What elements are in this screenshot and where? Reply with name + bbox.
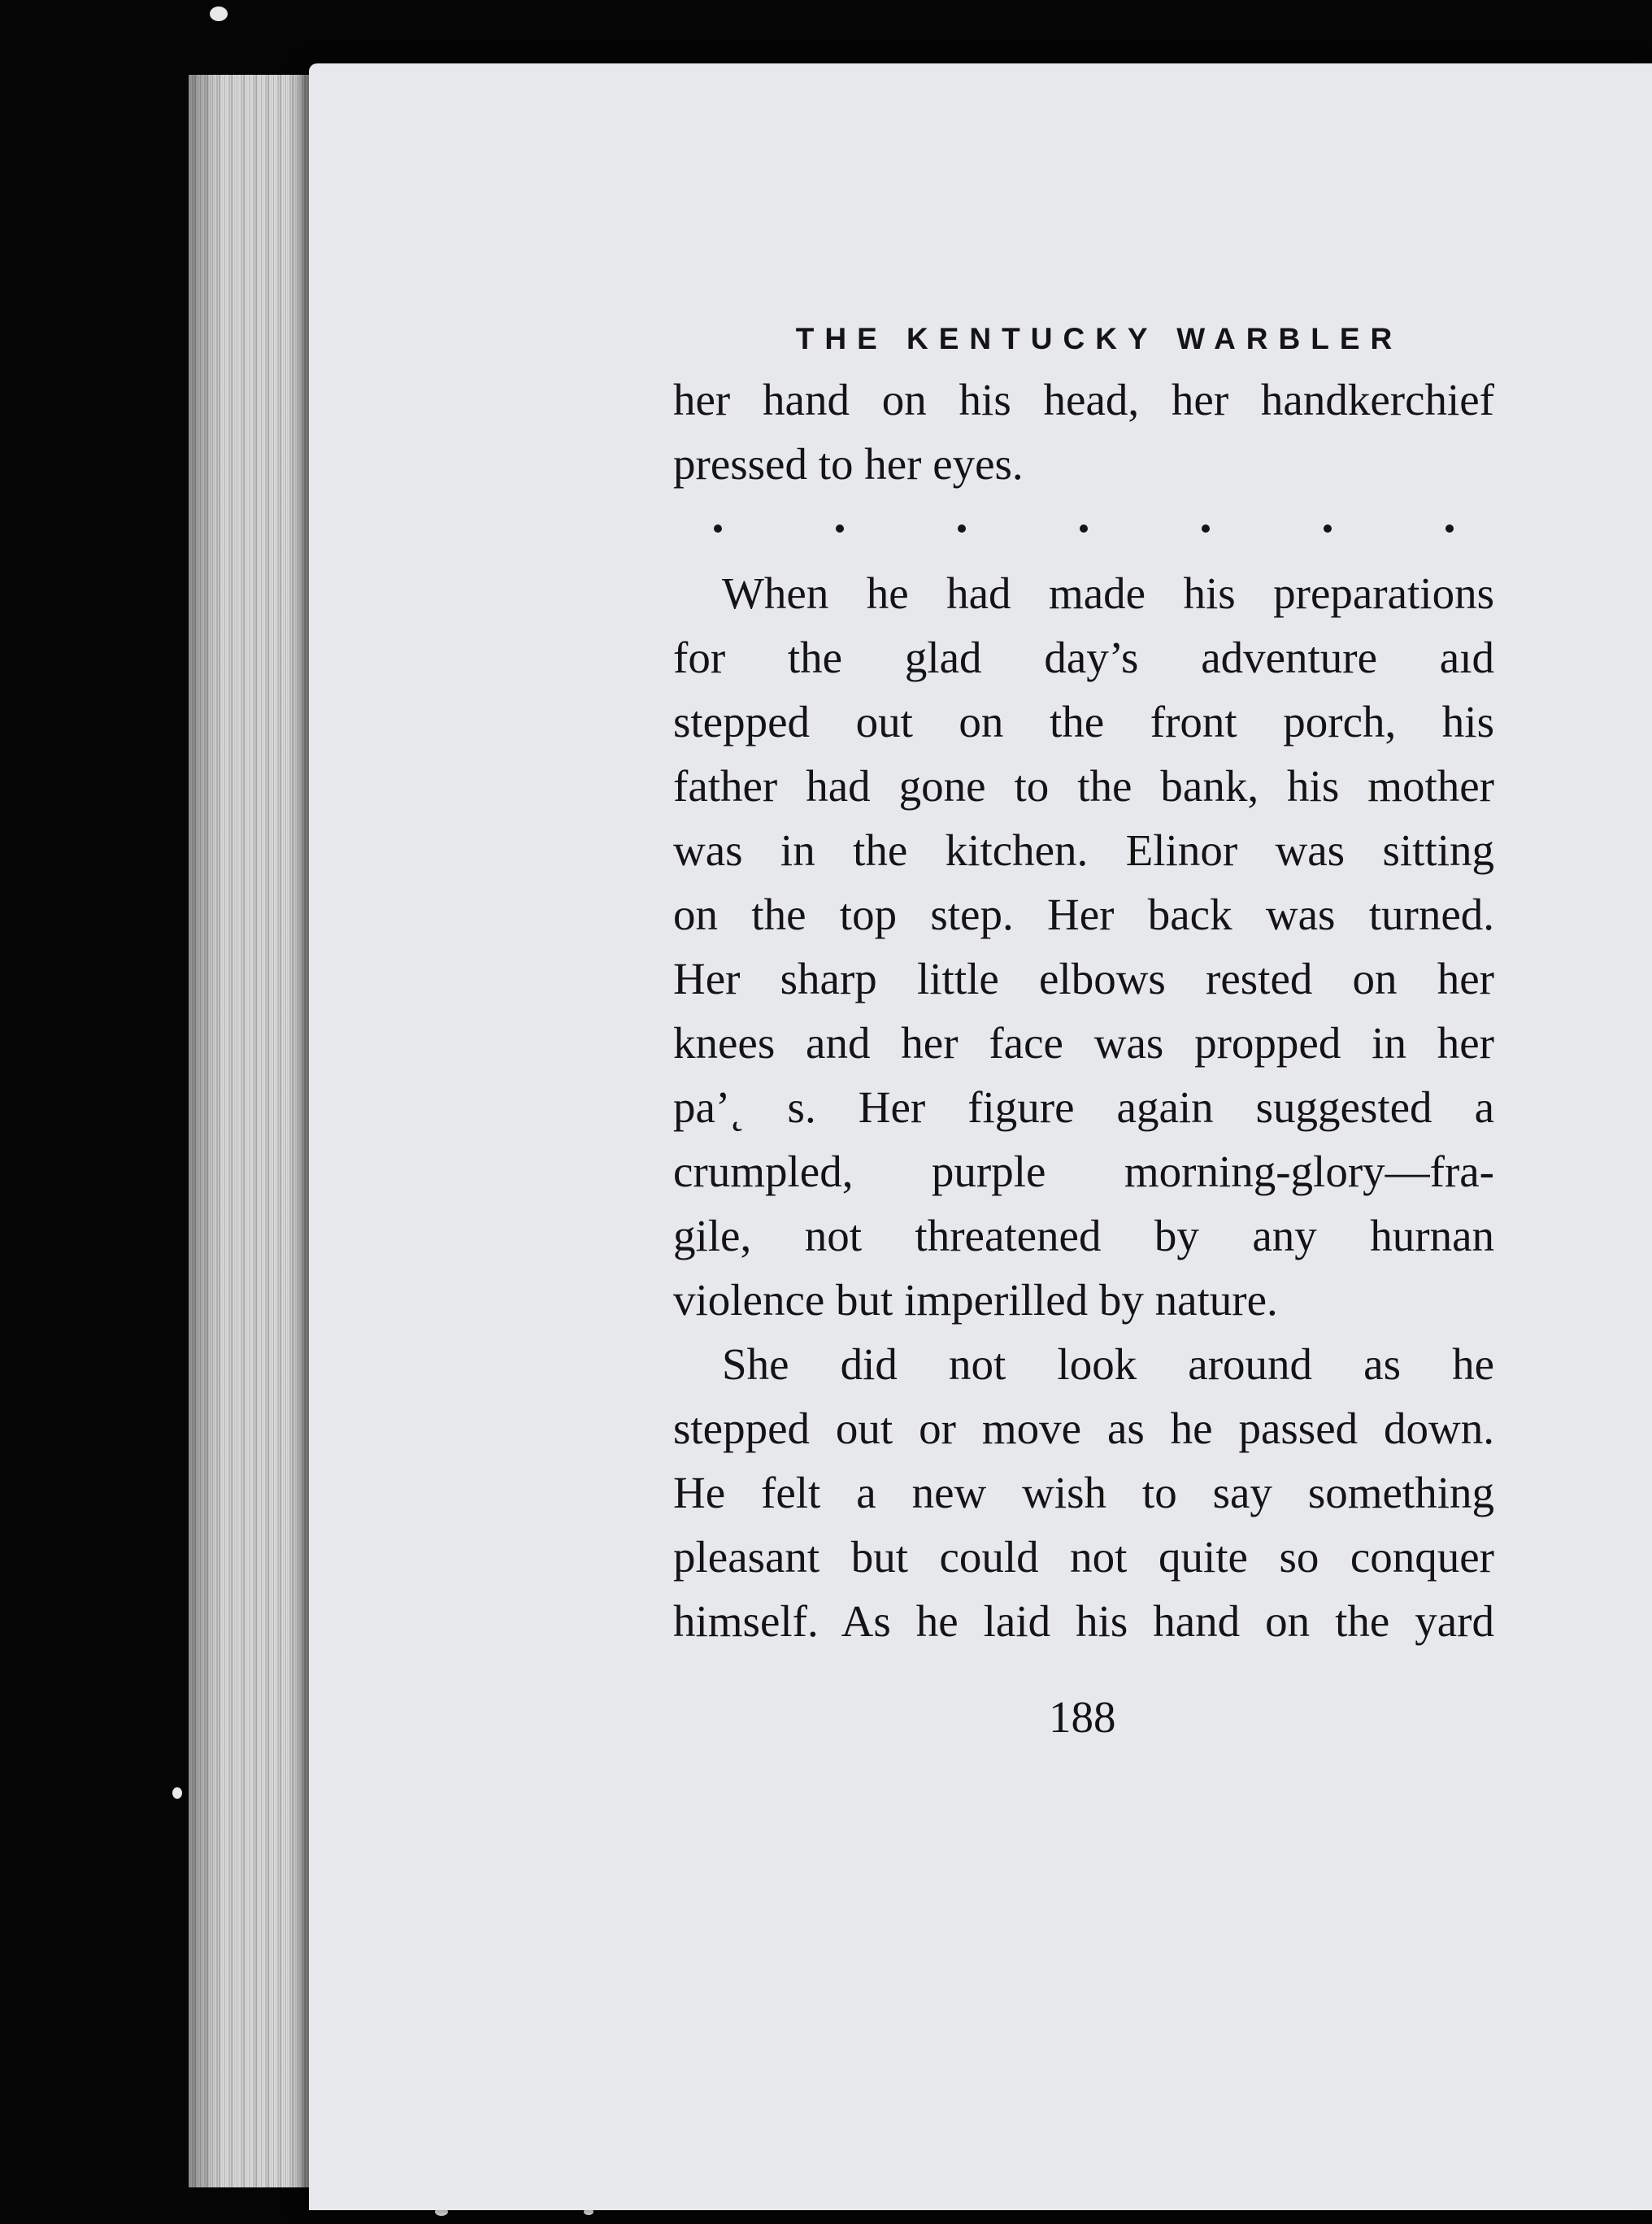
text-line: violence but imperilled by nature. bbox=[673, 1275, 1278, 1325]
text-line: was in the kitchen. Elinor was sitting bbox=[673, 825, 1494, 875]
section-break bbox=[673, 496, 1494, 561]
section-break-dot bbox=[1324, 524, 1332, 533]
text-line: pleasant but could not quite so conquer bbox=[673, 1532, 1494, 1582]
text-line: himself. As he laid his hand on the yard bbox=[673, 1596, 1494, 1646]
text-line: stepped out on the front porch, his bbox=[673, 697, 1494, 746]
text-line: stepped out or move as he passed down. bbox=[673, 1404, 1494, 1453]
paragraph bbox=[673, 1332, 1494, 1653]
section-break-dot bbox=[1446, 524, 1454, 533]
text-line: pressed to her eyes. bbox=[673, 439, 1024, 489]
dust-speck bbox=[172, 1787, 182, 1799]
paragraph bbox=[673, 368, 1494, 496]
text-line: gile, not threatened by any hurnan bbox=[673, 1211, 1494, 1260]
section-break-dot bbox=[1080, 524, 1088, 533]
text-line: for the glad day’s adventure aıd bbox=[673, 633, 1494, 682]
text-line: her hand on his head, her handkerchief bbox=[673, 375, 1494, 424]
text-line: She did not look around as he bbox=[722, 1339, 1494, 1389]
page-text bbox=[673, 322, 1494, 1653]
text-line: knees and her face was propped in her bbox=[673, 1018, 1494, 1068]
section-break-dot bbox=[958, 524, 966, 533]
text-line: Her sharp little elbows rested on her bbox=[673, 954, 1494, 1003]
paragraph bbox=[673, 561, 1494, 1332]
text-line: on the top step. Her back was turned. bbox=[673, 890, 1494, 939]
section-break-dot bbox=[836, 524, 844, 533]
section-break-dot bbox=[1202, 524, 1210, 533]
page-number: 188 bbox=[1049, 1692, 1116, 1742]
section-break-dot bbox=[714, 524, 722, 533]
text-line: pa’˛ s. Her figure again suggested a bbox=[673, 1082, 1494, 1132]
dust-speck bbox=[210, 7, 228, 21]
text-line: When he had made his preparations bbox=[722, 568, 1494, 618]
running-head: THE KENTUCKY WARBLER bbox=[795, 322, 1403, 355]
text-line: crumpled, purple morning-glory—fra- bbox=[673, 1147, 1494, 1196]
text-line: He felt a new wish to say something bbox=[673, 1468, 1494, 1517]
text-line: father had gone to the bank, his mother bbox=[673, 761, 1494, 811]
page-stack-edge bbox=[189, 75, 319, 2187]
